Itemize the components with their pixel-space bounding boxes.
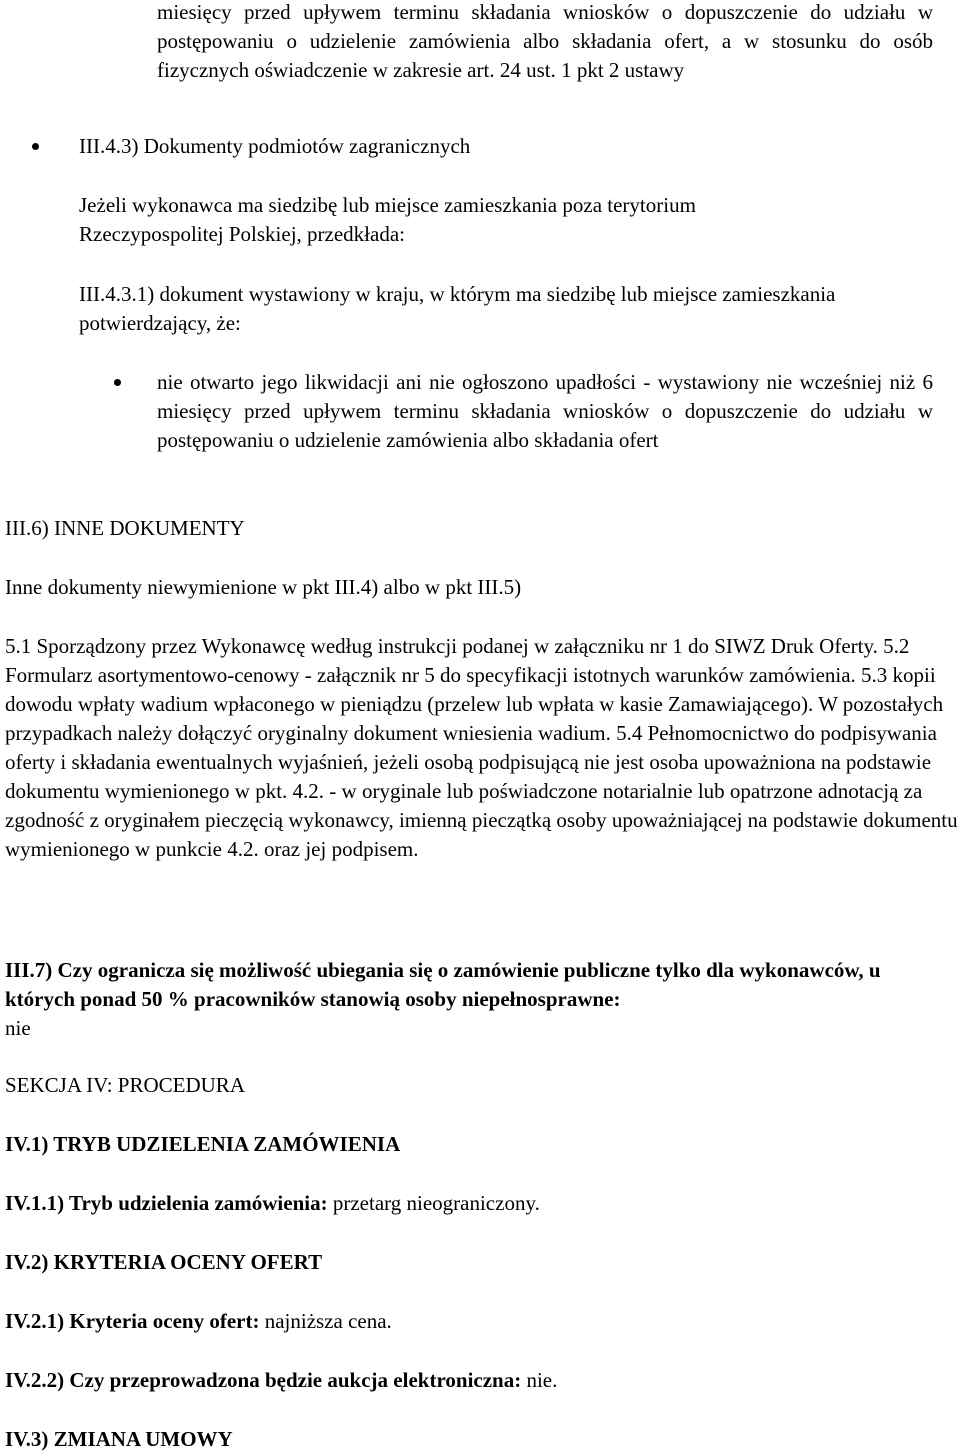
section-heading-III-4-3: III.4.3) Dokumenty podmiotów zagranicznych [79, 134, 471, 158]
section-heading-IV-1: IV.1) TRYB UDZIELENIA ZAMÓWIENIA [5, 1132, 401, 1156]
section-heading-III-6: III.6) INNE DOKUMENTY [5, 516, 245, 540]
question-III-7 [5, 956, 930, 1043]
field-IV-2-2 [5, 1366, 905, 1395]
field-IV-2-1-value: najniższa cena. [259, 1309, 392, 1333]
bullet-item-liquidation: nie otwarto jego likwidacji ani nie ogłoszono upadłości - wystawiony nie wcześniej niż 6 miesięcy przed upływem terminu składania wniosków o dopuszczenie do udziału w postępowaniu o udzielenie zamówienia albo składania ofert [157, 370, 933, 452]
field-IV-1-1 [5, 1189, 905, 1218]
question-III-7-text: III.7) Czy ogranicza się możliwość ubiegania się o zamówienie publiczne tylko dla wykonawców, u których ponad 50 % pracowników stanowią osoby niepełnosprawne: [5, 958, 881, 1011]
question-III-7-answer: nie [5, 1016, 31, 1040]
section-IV-title: SEKCJA IV: PROCEDURA [5, 1073, 245, 1097]
paragraph-III-6-body: 5.1 Sporządzony przez Wykonawcę według instrukcji podanej w załączniku nr 1 do SIWZ Druk Oferty. 5.2 Formularz asortymentowo-cenowy - załącznik nr 5 do specyfikacji istotnych warunków zamówienia. 5.3 kopii dowodu wpłaty wadium wpłaconego w pieniądzu (przelew lub wpłata w kasie Zamawiającego). W pozostałych przypadkach należy dołączyć oryginalny dokument wniesienia wadium. 5.4 Pełnomocnictwo do podpisywania oferty i składania ewentualnych wyjaśnień, jeżeli osobą podpisującą nie jest osoba upoważniona na podstawie dokumentu wymienionego w pkt. 4.2. - w oryginale lub poświadczone notarialnie lub opatrzone adnotacją za zgodność z oryginałem pieczęcią wykonawcy, imienną pieczątką osoby upoważniającej na podstawie dokumentu wymienionego w punkcie 4.2. oraz jej podpisem. [5, 634, 958, 861]
field-IV-2-2-label: IV.2.2) Czy przeprowadzona będzie aukcja elektroniczna: [5, 1368, 522, 1392]
paragraph-III-4-3-intro: Jeżeli wykonawca ma siedzibę lub miejsce zamieszkania poza terytorium Rzeczypospolitej Polskiej, przedkłada: [79, 193, 696, 246]
section-heading-IV-2: IV.2) KRYTERIA OCENY OFERT [5, 1250, 323, 1274]
paragraph-III-6-intro: Inne dokumenty niewymienione w pkt III.4) albo w pkt III.5) [5, 575, 522, 599]
continuation-paragraph: miesięcy przed upływem terminu składania wniosków o dopuszczenie do udziału w postępowaniu o udzielenie zamówienia albo składania ofert, a w stosunku do osób fizycznych oświadczenie w zakresie art. 24 ust. 1 pkt 2 ustawy [157, 0, 933, 82]
section-heading-IV-3: IV.3) ZMIANA UMOWY [5, 1427, 233, 1451]
field-IV-2-1-label: IV.2.1) Kryteria oceny ofert: [5, 1309, 260, 1333]
bullet-icon [32, 143, 39, 150]
field-IV-2-2-value: nie. [521, 1368, 558, 1392]
bullet-icon [114, 379, 121, 386]
field-IV-1-1-value: przetarg nieograniczony. [327, 1191, 540, 1215]
field-IV-1-1-label: IV.1.1) Tryb udzielenia zamówienia: [5, 1191, 328, 1215]
field-IV-2-1 [5, 1307, 905, 1336]
paragraph-III-4-3-1: III.4.3.1) dokument wystawiony w kraju, w którym ma siedzibę lub miejsce zamieszkania potwierdzający, że: [79, 282, 836, 335]
